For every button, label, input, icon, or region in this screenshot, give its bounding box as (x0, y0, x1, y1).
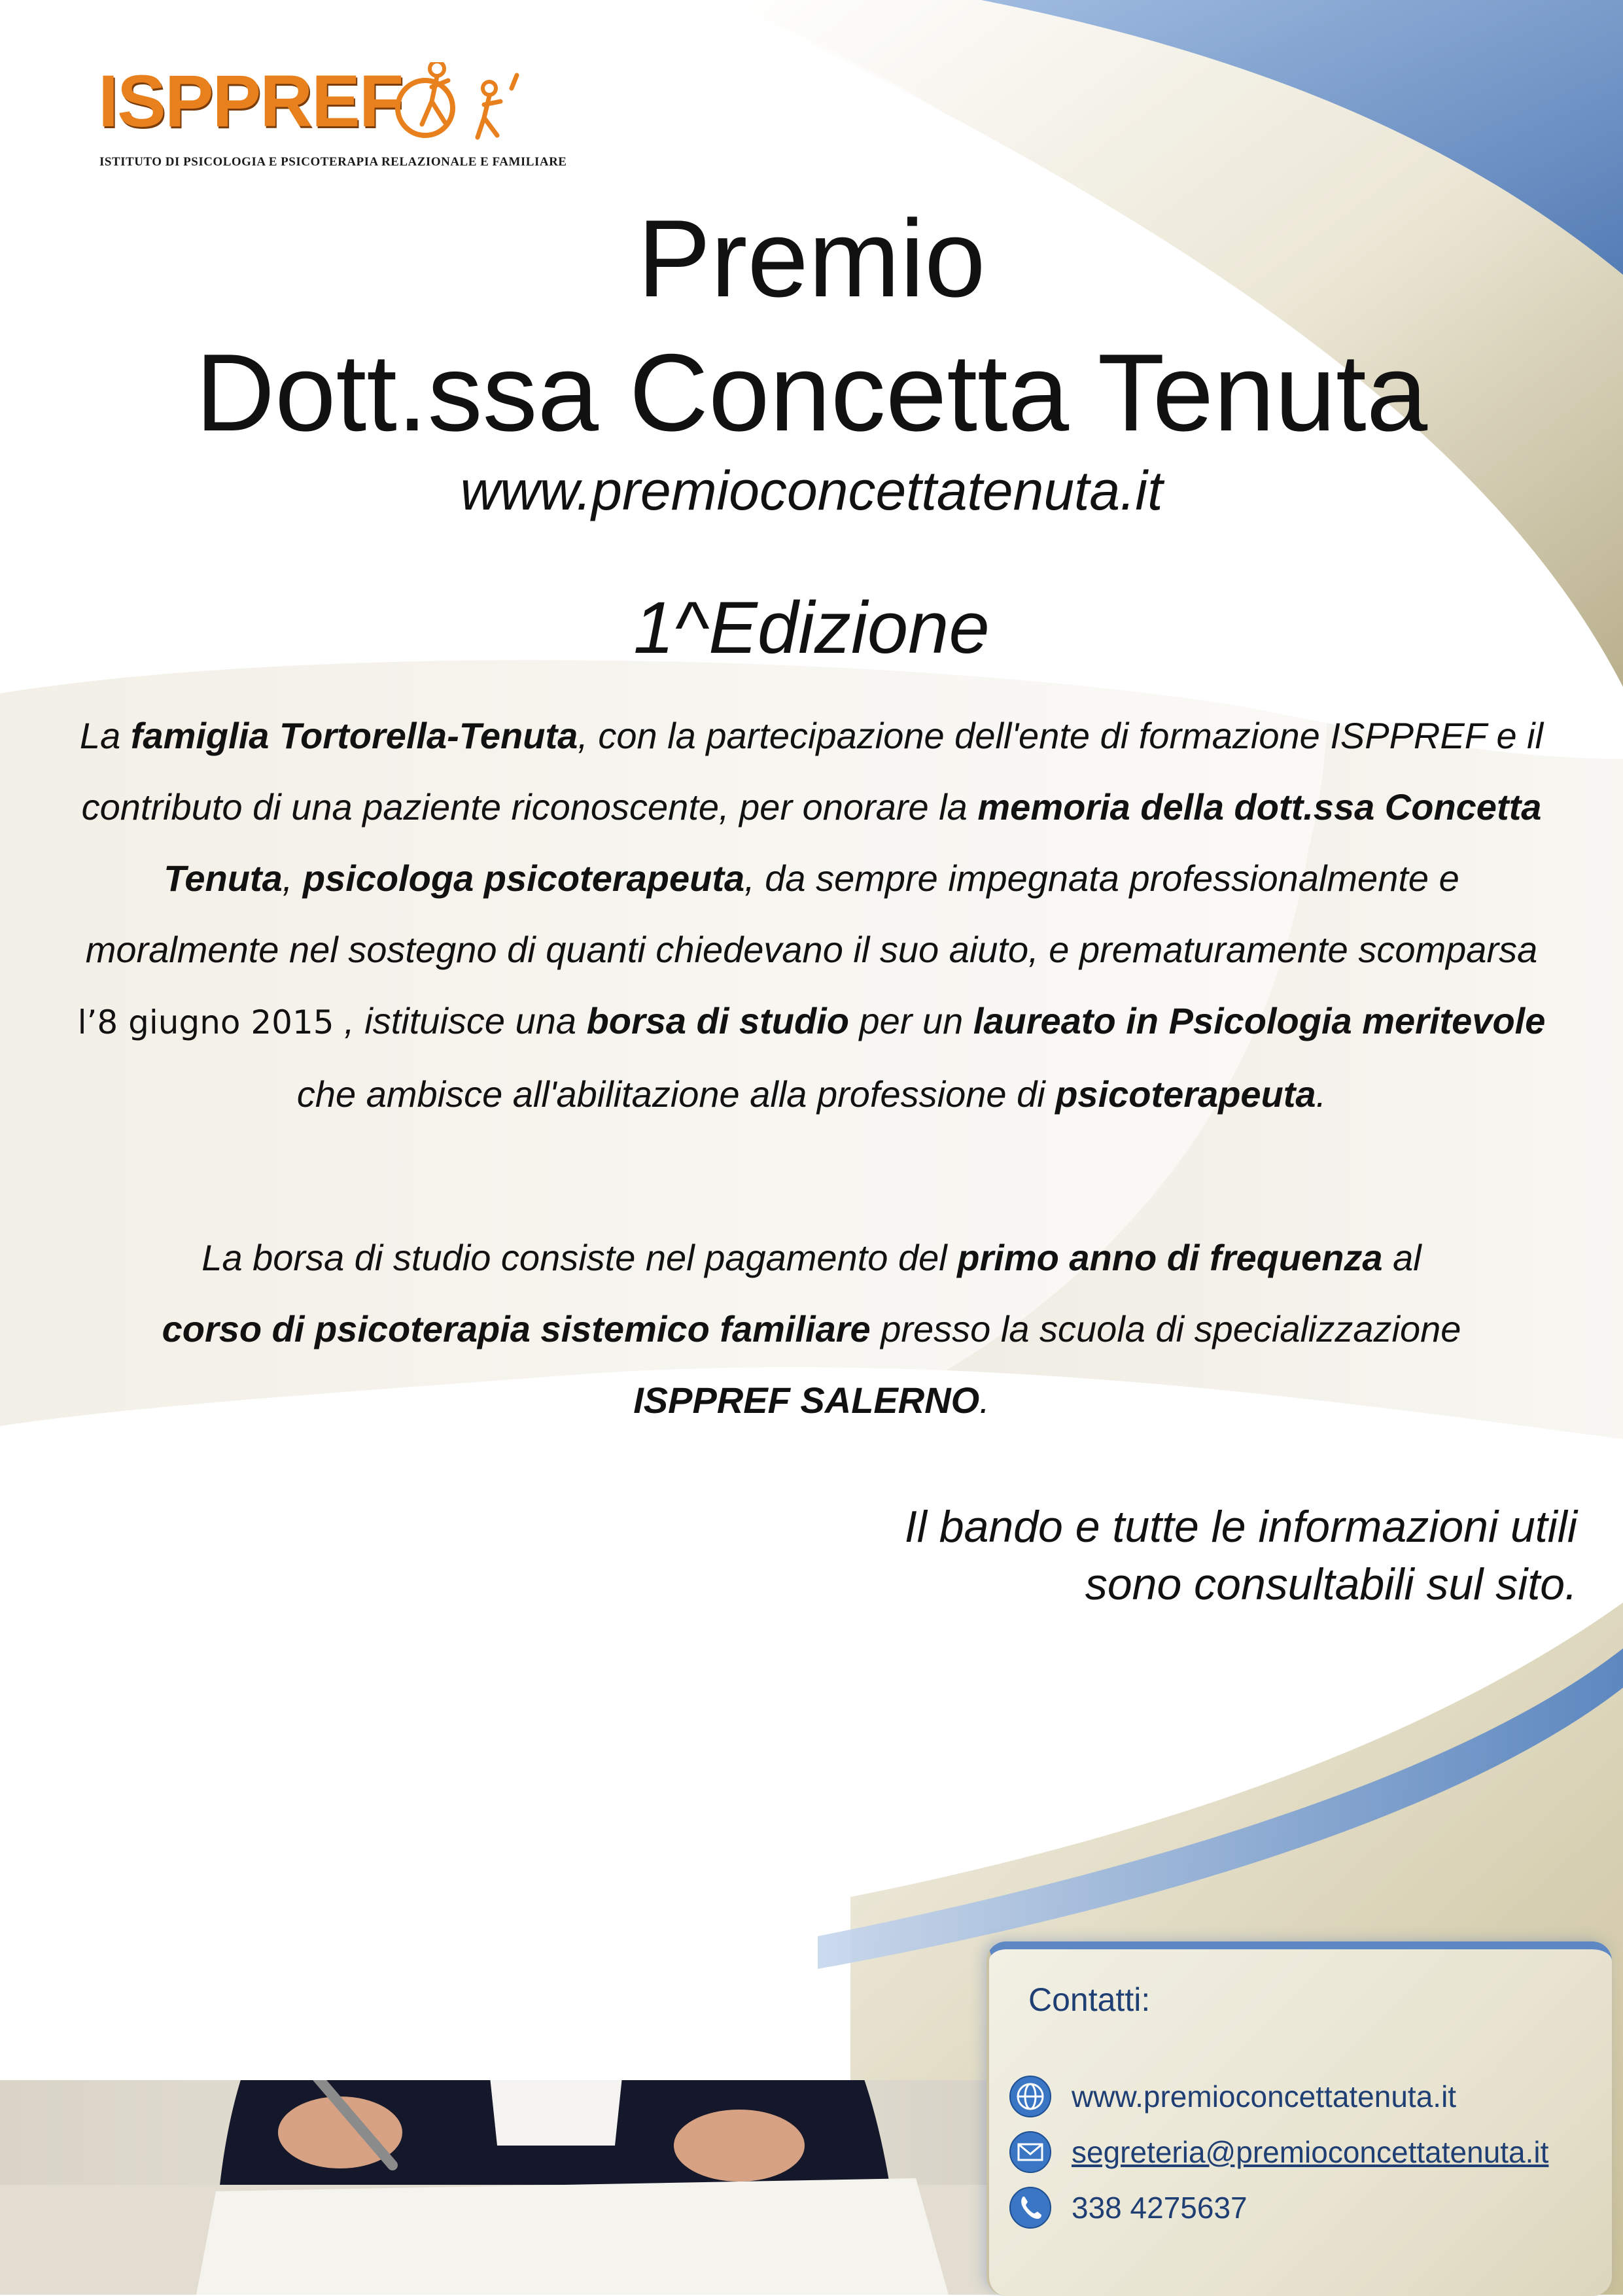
p1-bold-profession: psicoterapeuta (1055, 1073, 1316, 1115)
envelope-icon (1009, 2131, 1052, 2174)
p2-text-3: presso la scuola di specializzazione (870, 1308, 1461, 1349)
info-note (727, 1498, 1577, 1613)
phone-icon (1009, 2186, 1052, 2229)
p1-text-6: per un (848, 1000, 973, 1041)
contacts-box (986, 1941, 1612, 2296)
p2-bold-school: ISPPREF SALERNO (633, 1380, 980, 1421)
p2-bold-course: corso di psicoterapia sistemico familiare (162, 1308, 871, 1349)
globe-icon (1009, 2075, 1052, 2118)
contact-email-link[interactable]: segreteria@premioconcettatenuta.it (1072, 2135, 1549, 2169)
family-figure-icon (386, 62, 530, 160)
p2-text-4: . (979, 1380, 990, 1421)
p1-bold-graduate: laureato in Psicologia meritevole (973, 1000, 1546, 1041)
p1-text-7: che ambisce all'abilitazione alla professione di (296, 1073, 1056, 1115)
contacts-title: Contatti: (1028, 1981, 1151, 2018)
p1-bold-role: psicologa psicoterapeuta (302, 858, 745, 899)
logo-wordmark: ISPPREF (98, 60, 403, 142)
contact-email-row[interactable] (1009, 2129, 1611, 2175)
announcement-paragraph (72, 700, 1551, 1130)
isppref-logo (98, 60, 567, 183)
p1-bold-family: famiglia Tortorella-Tenuta (130, 715, 578, 756)
website-header: www.premioconcettatenuta.it (460, 460, 1163, 521)
p1-date: l’8 giugno 2015 (77, 1003, 334, 1041)
p2-bold-first-year: primo anno di frequenza (957, 1237, 1383, 1278)
contact-phone-row[interactable] (1009, 2185, 1611, 2231)
p1-text-5: , istituisce una (334, 1000, 587, 1041)
edition-label: 1^Edizione (633, 587, 990, 669)
contact-phone-number: 338 4275637 (1072, 2191, 1248, 2225)
contact-website-row[interactable] (1009, 2074, 1611, 2119)
p1-text-4: , da sempre impegnata professionalmente e moralmente nel sostegno di quanti chiedevano il suo aiuto, e prematuramente scomparsa (85, 858, 1538, 970)
p2-text-1: La borsa di studio consiste nel pagamento del (201, 1237, 958, 1278)
title-line-2: Dott.ssa Concetta Tenuta (195, 331, 1428, 454)
p2-text-2: al (1382, 1237, 1422, 1278)
p1-text-1: La (79, 715, 131, 756)
info-note-line-1: Il bando e tutte le informazioni utili (904, 1502, 1577, 1552)
p1-bold-scholarship: borsa di studio (586, 1000, 849, 1041)
p1-text-2: , con la partecipazione dell'ente di formazione ISPPREF e il contributo di una paziente riconoscente, per onorare la (81, 715, 1544, 827)
scholarship-details-paragraph (72, 1222, 1551, 1436)
p1-bold-memory: memoria della dott.ssa Concetta Tenuta (164, 786, 1542, 899)
title-line-1: Premio (637, 197, 986, 320)
logo-subtitle: ISTITUTO DI PSICOLOGIA E PSICOTERAPIA RELAZIONALE E FAMILIARE (99, 155, 567, 169)
p1-text-8: . (1316, 1073, 1327, 1115)
contact-website-link[interactable]: www.premioconcettatenuta.it (1072, 2079, 1457, 2113)
p1-text-3: , (282, 858, 303, 899)
info-note-line-2: sono consultabili sul sito. (1085, 1559, 1577, 1609)
